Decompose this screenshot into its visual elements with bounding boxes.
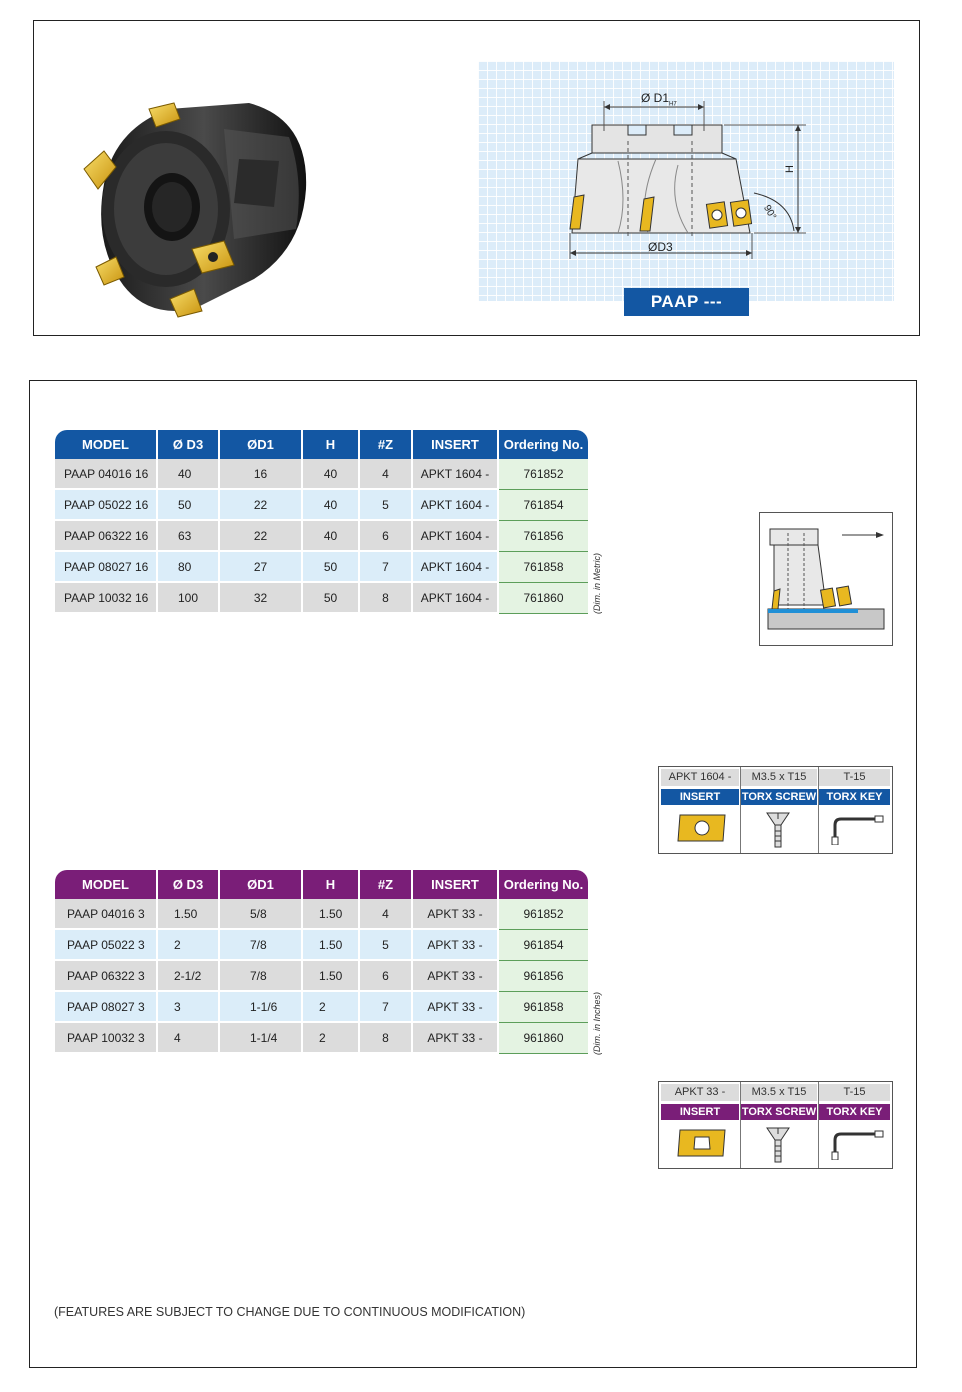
- product-overview-panel: [33, 20, 920, 336]
- cell-model: PAAP 05022 3: [55, 929, 157, 960]
- torx-key-icon: [831, 813, 887, 845]
- insert-label: INSERT: [661, 1104, 739, 1120]
- cell-d1: 7/8: [219, 929, 302, 960]
- cell-insert: APKT 1604 -: [412, 489, 498, 520]
- cell-d3: 2: [157, 929, 219, 960]
- footer-disclaimer: (FEATURES ARE SUBJECT TO CHANGE DUE TO CONTINUOUS MODIFICATION): [54, 1305, 526, 1319]
- col-header-model: MODEL: [55, 430, 157, 459]
- table-header-row: [55, 870, 588, 899]
- cell-z: 6: [359, 960, 412, 991]
- col-header-h: H: [302, 430, 359, 459]
- col-header-z: #Z: [359, 430, 412, 459]
- insert-spec: APKT 1604 -: [661, 769, 739, 786]
- table-row: [55, 489, 588, 520]
- d3-dimension-label: ØD3: [648, 240, 673, 254]
- screw-spec: M3.5 x T15: [741, 1084, 817, 1101]
- cell-ordering-no: 761856: [498, 520, 588, 551]
- product-title-badge: PAAP ---: [624, 288, 749, 316]
- col-header-ordering-no: Ordering No.: [498, 870, 588, 899]
- operation-sketch: [759, 512, 893, 646]
- cell-insert: APKT 33 -: [412, 899, 498, 929]
- col-header-z: #Z: [359, 870, 412, 899]
- col-header-d3: Ø D3: [157, 870, 219, 899]
- cell-model: PAAP 04016 3: [55, 899, 157, 929]
- metric-spec-table: [55, 430, 588, 614]
- col-header-model: MODEL: [55, 870, 157, 899]
- insert-spec: APKT 33 -: [661, 1084, 739, 1101]
- torx-screw-icon: [765, 1124, 791, 1164]
- col-header-d3: Ø D3: [157, 430, 219, 459]
- cell-d3: 2-1/2: [157, 960, 219, 991]
- cell-h: 50: [302, 582, 359, 613]
- cell-z: 4: [359, 459, 412, 489]
- cell-z: 5: [359, 929, 412, 960]
- cell-h: 1.50: [302, 960, 359, 991]
- specification-panel: [29, 380, 917, 1368]
- cell-z: 5: [359, 489, 412, 520]
- cell-d3: 50: [157, 489, 219, 520]
- cell-d1: 22: [219, 520, 302, 551]
- key-spec: T-15: [819, 1084, 890, 1101]
- cell-h: 50: [302, 551, 359, 582]
- cell-d3: 80: [157, 551, 219, 582]
- table-row: [55, 929, 588, 960]
- cell-ordering-no: 761852: [498, 459, 588, 489]
- cell-z: 7: [359, 551, 412, 582]
- cell-z: 6: [359, 520, 412, 551]
- cell-d3: 4: [157, 1022, 219, 1053]
- torx-screw-icon: [765, 809, 791, 849]
- table-row: [55, 551, 588, 582]
- cell-insert: APKT 1604 -: [412, 551, 498, 582]
- cell-ordering-no: 761854: [498, 489, 588, 520]
- cell-h: 2: [302, 1022, 359, 1053]
- cell-d1: 22: [219, 489, 302, 520]
- metric-dim-note: (Dim. in Metric): [592, 553, 602, 614]
- cell-insert: APKT 33 -: [412, 991, 498, 1022]
- cell-d1: 32: [219, 582, 302, 613]
- cell-ordering-no: 761858: [498, 551, 588, 582]
- torx-key-label: TORX KEY: [819, 789, 890, 805]
- cell-ordering-no: 961860: [498, 1022, 588, 1053]
- cell-model: PAAP 10032 16: [55, 582, 157, 613]
- inch-dim-note: (Dim. in Inches): [592, 991, 602, 1055]
- key-spec: T-15: [819, 769, 890, 786]
- cell-d3: 63: [157, 520, 219, 551]
- cell-model: PAAP 05022 16: [55, 489, 157, 520]
- table-row: [55, 520, 588, 551]
- table-row: [55, 991, 588, 1022]
- cell-h: 40: [302, 520, 359, 551]
- torx-screw-label: TORX SCREW: [741, 1106, 817, 1118]
- cell-model: PAAP 06322 3: [55, 960, 157, 991]
- cell-d1: 7/8: [219, 960, 302, 991]
- cell-model: PAAP 08027 16: [55, 551, 157, 582]
- h-dimension-label: H: [784, 165, 796, 173]
- cell-insert: APKT 33 -: [412, 929, 498, 960]
- cell-h: 1.50: [302, 929, 359, 960]
- cell-h: 40: [302, 459, 359, 489]
- cell-insert: APKT 1604 -: [412, 520, 498, 551]
- insert-icon: [675, 811, 729, 845]
- table-row: [55, 960, 588, 991]
- table-row: [55, 899, 588, 929]
- cell-ordering-no: 961854: [498, 929, 588, 960]
- cell-d3: 3: [157, 991, 219, 1022]
- cell-insert: APKT 1604 -: [412, 582, 498, 613]
- cell-insert: APKT 1604 -: [412, 459, 498, 489]
- cell-d3: 1.50: [157, 899, 219, 929]
- cell-insert: APKT 33 -: [412, 1022, 498, 1053]
- cell-z: 8: [359, 582, 412, 613]
- col-header-insert: INSERT: [412, 870, 498, 899]
- screw-spec: M3.5 x T15: [741, 769, 817, 786]
- cell-model: PAAP 10032 3: [55, 1022, 157, 1053]
- col-header-ordering-no: Ordering No.: [498, 430, 588, 459]
- cell-z: 4: [359, 899, 412, 929]
- cell-ordering-no: 961856: [498, 960, 588, 991]
- inch-accessories-box: [658, 1081, 893, 1169]
- cell-ordering-no: 961852: [498, 899, 588, 929]
- insert-label: INSERT: [661, 789, 739, 805]
- cell-h: 40: [302, 489, 359, 520]
- torx-screw-label: TORX SCREW: [741, 791, 817, 803]
- cell-ordering-no: 761860: [498, 582, 588, 613]
- table-row: [55, 582, 588, 613]
- table-row: [55, 1022, 588, 1053]
- cell-d3: 40: [157, 459, 219, 489]
- cell-h: 2: [302, 991, 359, 1022]
- cell-d1: 1-1/6: [219, 991, 302, 1022]
- col-header-insert: INSERT: [412, 430, 498, 459]
- torx-key-icon: [831, 1128, 887, 1160]
- cell-h: 1.50: [302, 899, 359, 929]
- col-header-d1: ØD1: [219, 430, 302, 459]
- insert-icon: [675, 1126, 729, 1160]
- angle-label: 90°: [761, 203, 779, 222]
- inch-spec-table: [55, 870, 588, 1054]
- cell-d1: 5/8: [219, 899, 302, 929]
- metric-accessories-box: [658, 766, 893, 854]
- table-row: [55, 459, 588, 489]
- torx-key-label: TORX KEY: [819, 1104, 890, 1120]
- cell-d1: 27: [219, 551, 302, 582]
- cell-d3: 100: [157, 582, 219, 613]
- cell-model: PAAP 08027 3: [55, 991, 157, 1022]
- cell-z: 8: [359, 1022, 412, 1053]
- col-header-d1: ØD1: [219, 870, 302, 899]
- col-header-h: H: [302, 870, 359, 899]
- cell-z: 7: [359, 991, 412, 1022]
- milling-cutter-image: [74, 89, 314, 319]
- cell-insert: APKT 33 -: [412, 960, 498, 991]
- cell-d1: 16: [219, 459, 302, 489]
- cell-model: PAAP 06322 16: [55, 520, 157, 551]
- cell-d1: 1-1/4: [219, 1022, 302, 1053]
- table-header-row: [55, 430, 588, 459]
- cell-model: PAAP 04016 16: [55, 459, 157, 489]
- cell-ordering-no: 961858: [498, 991, 588, 1022]
- technical-drawing: [478, 61, 894, 301]
- d1-dimension-label: Ø $D1_{H7}$: [641, 91, 677, 108]
